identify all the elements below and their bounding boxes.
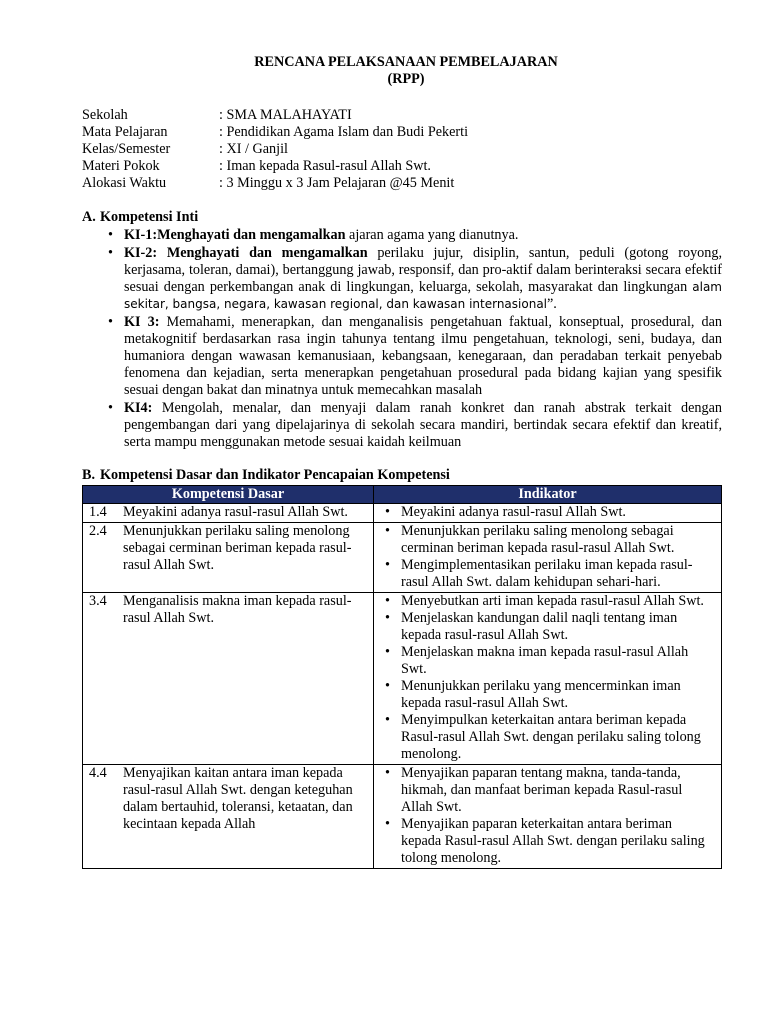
list-item-ki2 xyxy=(82,245,722,313)
bullet-icon: • xyxy=(385,504,390,520)
kd-number: 4.4 xyxy=(89,765,107,781)
kd-text: Menunjukkan perilaku saling menolong sebagai cerminan beriman kepada rasul-rasul Allah Swt. xyxy=(123,523,352,573)
meta-row-sekolah xyxy=(82,107,722,124)
meta-value: : Pendidikan Agama Islam dan Budi Pekerti xyxy=(219,124,469,140)
list-item xyxy=(374,765,721,816)
meta-value: : SMA MALAHAYATI xyxy=(219,107,352,123)
document-page xyxy=(82,54,722,869)
title-line-2: (RPP) xyxy=(387,71,425,87)
ki-label: KI-1:Menghayati dan mengamalkan xyxy=(124,227,346,243)
kd-number: 1.4 xyxy=(89,504,107,520)
section-b-heading xyxy=(82,467,722,484)
table-row xyxy=(83,504,722,523)
ki-desc-sans: alam sekitar, bangsa, negara, kawasan regional, dan kawasan internasional xyxy=(124,280,722,311)
bullet-icon: • xyxy=(108,245,113,261)
kd-cell xyxy=(83,523,374,593)
indikator-text: Menyajikan paparan tentang makna, tanda-tanda, hikmah, dan manfaat beriman kepada Rasul-rasul Allah Swt. xyxy=(401,765,683,815)
indikator-cell xyxy=(374,504,722,523)
list-item xyxy=(374,644,721,678)
header-kompetensi-dasar: Kompetensi Dasar xyxy=(83,486,374,504)
bullet-icon: • xyxy=(385,610,390,626)
meta-key: Kelas/Semester xyxy=(82,141,171,157)
meta-row-materi-pokok xyxy=(82,158,722,175)
meta-key: Materi Pokok xyxy=(82,158,160,174)
kd-cell xyxy=(83,504,374,523)
list-item xyxy=(374,678,721,712)
ki-desc: ajaran agama yang dianutnya. xyxy=(345,227,519,243)
bullet-icon: • xyxy=(385,593,390,609)
meta-value: : Iman kepada Rasul-rasul Allah Swt. xyxy=(219,158,431,174)
indikator-text: Meyakini adanya rasul-rasul Allah Swt. xyxy=(401,504,626,520)
list-item xyxy=(374,610,721,644)
indikator-text: Menunjukkan perilaku yang mencerminkan iman kepada rasul-rasul Allah Swt. xyxy=(401,678,681,711)
meta-key: Sekolah xyxy=(82,107,128,123)
table-row xyxy=(83,593,722,765)
meta-key: Mata Pelajaran xyxy=(82,124,168,140)
indikator-text: Menyebutkan arti iman kepada rasul-rasul Allah Swt. xyxy=(401,593,704,609)
ki-desc: Memahami, menerapkan, dan menganalisis pengetahuan faktual, konseptual, prosedural, dan metakognitif berdasarkan rasa ingin tahunya tentang ilmu pengetahuan, teknologi, seni, budaya, dan humaniora dengan wawasan kemanusiaan, kebangsaan, kenegaraan, dan peradaban terkait penyebab fenomena dan kejadian, serta menerapkan pengetahuan prosedural pada bidang kajian yang spesifik sesuai dengan bakat dan minatnya untuk memecahkan masalah xyxy=(124,314,722,398)
kd-cell xyxy=(83,765,374,869)
bullet-icon: • xyxy=(385,557,390,573)
bullet-icon: • xyxy=(385,678,390,694)
bullet-icon: • xyxy=(385,712,390,728)
section-letter: A. xyxy=(82,209,96,225)
list-item xyxy=(374,504,721,521)
meta-row-alokasi-waktu xyxy=(82,175,722,192)
indikator-text: Menjelaskan kandungan dalil naqli tentang iman kepada rasul-rasul Allah Swt. xyxy=(401,610,678,643)
title-line-1: RENCANA PELAKSANAAN PEMBELAJARAN xyxy=(254,54,558,70)
meta-row-kelas-semester xyxy=(82,141,722,158)
indikator-text: Menunjukkan perilaku saling menolong sebagai cerminan beriman kepada rasul-rasul Allah Swt. xyxy=(401,523,675,556)
ki-label: KI 3: xyxy=(124,314,160,330)
list-item-ki4 xyxy=(82,400,722,451)
table-row xyxy=(83,523,722,593)
indikator-cell xyxy=(374,523,722,593)
kd-number: 3.4 xyxy=(89,593,107,609)
document-title xyxy=(90,54,722,88)
section-letter: B. xyxy=(82,467,96,483)
indikator-text: Mengimplementasikan perilaku iman kepada rasul-rasul Allah Swt. dalam kehidupan sehari-hari. xyxy=(401,557,693,590)
kd-text: Meyakini adanya rasul-rasul Allah Swt. xyxy=(123,504,348,520)
kompetensi-inti-list xyxy=(82,227,722,451)
indikator-cell xyxy=(374,593,722,765)
section-title: Kompetensi Dasar dan Indikator Pencapaian Kompetensi xyxy=(100,467,450,483)
kd-text: Menyajikan kaitan antara iman kepada rasul-rasul Allah Swt. dengan keteguhan dalam bertauhid, toleransi, ketaatan, dan kecintaan kepada Allah xyxy=(123,765,353,832)
identity-table xyxy=(82,107,722,192)
bullet-icon: • xyxy=(385,816,390,832)
ki-desc: perilaku jujur, disiplin, santun, peduli (gotong royong, kerjasama, toleran, damai), bertanggung jawab, responsif, dan pro-aktif dalam berinteraksi secara efektif sesuai dengan perkembangan anak di lingkungan, keluarga, sekolah, masyarakat dan lingkungan xyxy=(124,245,722,295)
list-item xyxy=(374,816,721,867)
table-header-row xyxy=(83,486,722,504)
bullet-icon: • xyxy=(385,523,390,539)
kompetensi-table xyxy=(82,485,722,869)
list-item xyxy=(374,557,721,591)
indikator-text: Menyimpulkan keterkaitan antara beriman kepada Rasul-rasul Allah Swt. dengan perilaku saling tolong menolong. xyxy=(401,712,701,762)
list-item xyxy=(374,712,721,763)
kd-text: Menganalisis makna iman kepada rasul-rasul Allah Swt. xyxy=(123,593,352,626)
ki-text xyxy=(124,245,722,313)
bullet-icon: • xyxy=(108,314,113,330)
indikator-text: Menyajikan paparan keterkaitan antara beriman kepada Rasul-rasul Allah Swt. dengan perilaku saling tolong menolong. xyxy=(401,816,705,866)
indikator-text: Menjelaskan makna iman kepada rasul-rasul Allah Swt. xyxy=(401,644,689,677)
ki-label: KI4: xyxy=(124,400,153,416)
header-indikator: Indikator xyxy=(374,486,722,504)
section-title: Kompetensi Inti xyxy=(100,209,199,225)
list-item xyxy=(374,593,721,610)
ki-text xyxy=(124,400,722,451)
table-row xyxy=(83,765,722,869)
kd-cell xyxy=(83,593,374,765)
meta-key: Alokasi Waktu xyxy=(82,175,167,191)
bullet-icon: • xyxy=(385,765,390,781)
bullet-icon: • xyxy=(108,227,113,243)
bullet-icon: • xyxy=(385,644,390,660)
section-a-heading xyxy=(82,209,722,226)
ki-desc: Mengolah, menalar, dan menyaji dalam ranah konkret dan ranah abstrak terkait dengan pengembangan dari yang dipelajarinya di sekolah secara mandiri, bertindak secara efektif dan kreatif, serta mampu menggunakan metode sesuai kaidah keilmuan xyxy=(124,400,722,450)
ki-text xyxy=(124,314,722,399)
bullet-icon: • xyxy=(108,400,113,416)
list-item-ki3 xyxy=(82,314,722,399)
meta-value: : 3 Minggu x 3 Jam Pelajaran @45 Menit xyxy=(219,175,455,191)
indikator-cell xyxy=(374,765,722,869)
meta-row-mata-pelajaran xyxy=(82,124,722,141)
list-item xyxy=(374,523,721,557)
ki-desc-tail: ”. xyxy=(547,296,557,312)
meta-value: : XI / Ganjil xyxy=(219,141,288,157)
ki-label: KI-2: Menghayati dan mengamalkan xyxy=(124,245,368,261)
kd-number: 2.4 xyxy=(89,523,107,539)
ki-text xyxy=(124,227,722,244)
list-item-ki1 xyxy=(82,227,722,244)
